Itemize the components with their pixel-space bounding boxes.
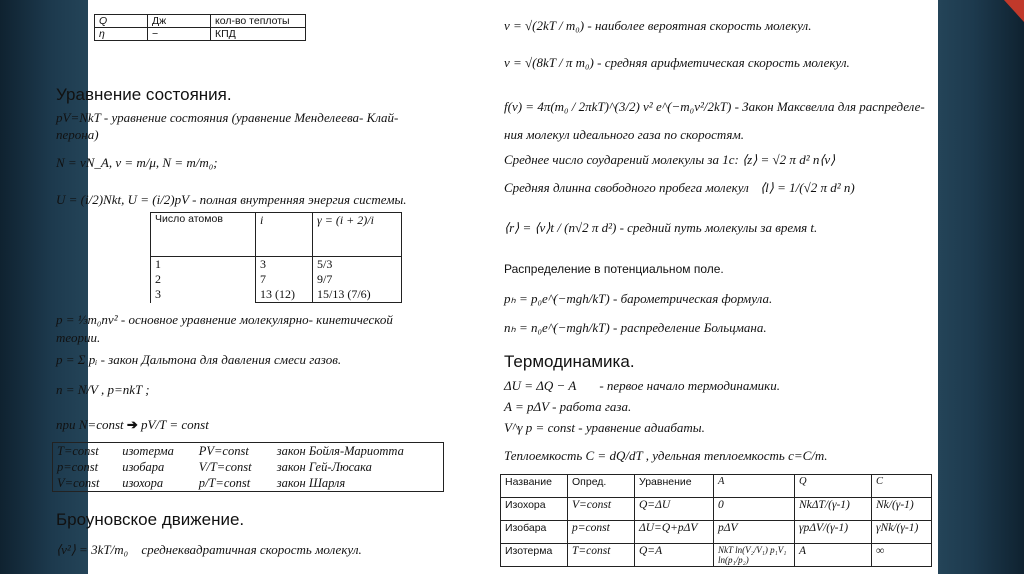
table-cell: кол-во теплоты: [211, 15, 306, 28]
atoms-gamma: 5/3: [317, 257, 333, 271]
table-row: [95, 15, 306, 28]
free-path-formula: ⟨l⟩ = 1/(√2 π d² n): [760, 180, 855, 195]
table-cell: PV=const: [198, 443, 249, 458]
n-equation: N = νN_A, ν = m/μ, N = m/m₀;: [56, 155, 218, 170]
table-cell: p=const: [568, 521, 635, 544]
table-header-cell: C: [872, 475, 932, 498]
arrow-right-icon: ➔: [126, 417, 138, 432]
free-path-label: Средняя длинна свободного пробега молекул: [504, 180, 749, 195]
table-cell: [151, 257, 256, 303]
table-cell: закон Бойля-Мариотта: [276, 443, 404, 458]
table-row: [501, 475, 932, 498]
table-row: [53, 443, 444, 460]
atoms-count: 2: [155, 272, 161, 286]
dalton-law: [56, 352, 341, 368]
rms-formula: ⟨v²⟩ = 3kT/m₀: [56, 542, 129, 557]
table-row: [151, 213, 402, 257]
table-cell: [256, 257, 313, 303]
u-description: - полная внутренняя энергия системы.: [192, 192, 407, 207]
mean-speed-formula: v = √(8kT / π m₀): [504, 55, 594, 70]
gas-laws-table: [52, 442, 444, 492]
table-cell: закон Шарля: [276, 475, 346, 490]
table-row: [501, 498, 932, 521]
atoms-count: 3: [155, 287, 161, 301]
table-header-cell: Опред.: [568, 475, 635, 498]
boltzmann-distribution: [504, 320, 767, 336]
mean-speed: [504, 55, 850, 71]
maxwell-description-2: ния молекул идеального газа по скоростям.: [504, 127, 744, 142]
mkt-formula: p = ⅓m₀nv²: [56, 312, 118, 327]
heat-capacity: Теплоемкость C = dQ/dT , удельная теплоемкость c=C/m.: [504, 448, 828, 463]
table-header-cell: γ = (i + 2)/i: [313, 213, 402, 257]
mkt-description-2: теории.: [56, 330, 101, 345]
table-cell: Дж: [148, 15, 211, 28]
first-law: [504, 378, 780, 394]
table-cell: γpΔV/(γ-1): [795, 521, 872, 544]
table-cell: Q=A: [635, 544, 714, 567]
n-pnkt-equation: n = N/V , p=nkT ;: [56, 382, 150, 397]
table-cell: pΔV: [714, 521, 795, 544]
atoms-i: 3: [260, 257, 266, 271]
atoms-count: 1: [155, 257, 161, 271]
table-cell: [313, 257, 402, 303]
table-cell: A: [795, 544, 872, 567]
table-header-cell: i: [256, 213, 313, 257]
table-cell: NkΔT/(γ-1): [795, 498, 872, 521]
free-path: [504, 180, 855, 196]
table-header-cell: Уравнение: [635, 475, 714, 498]
table-row: [53, 459, 444, 475]
const-prefix: при N=const: [56, 417, 124, 432]
table-cell: закон Гей-Люсака: [276, 459, 372, 474]
table-cell: Q: [95, 15, 148, 28]
barometric-eq: pₕ = p₀e^(−mgh/kT): [504, 291, 610, 306]
table-cell: η: [95, 28, 148, 41]
thermo-processes-table: [500, 474, 932, 567]
table-cell: V=const: [568, 498, 635, 521]
adiabat: [504, 420, 705, 436]
const-equation: [56, 417, 209, 433]
table-cell: 0: [714, 498, 795, 521]
const-formula: pV/T = const: [141, 417, 209, 432]
boltzmann-description: - распределение Больцмана.: [612, 320, 767, 335]
boltzmann-eq: nₕ = n₀e^(−mgh/kT): [504, 320, 610, 335]
table-cell: p/T=const: [198, 475, 251, 490]
pv-equation-line1: pV=NkT - уравнение состояния (уравнение Менделеева- Клай-: [56, 110, 399, 125]
table-cell: p=const: [57, 459, 99, 474]
table-cell: изотерма: [122, 443, 174, 458]
first-law-description: - первое начало термодинамики.: [599, 378, 780, 393]
atoms-gamma: 15/13 (7/6): [317, 287, 371, 301]
table-header-cell: A: [714, 475, 795, 498]
collision-frequency: Среднее число соударений молекулы за 1с: ⟨z⟩ = √2 π d² n⟨v⟩: [504, 152, 836, 167]
atoms-i: 7: [260, 272, 266, 286]
table-header-cell: Q: [795, 475, 872, 498]
maxwell-law: [504, 99, 925, 115]
heading-brownian: Броуновское движение.: [56, 510, 245, 529]
pv-equation-line2: перона): [56, 127, 99, 142]
rms-description: среднеквадратичная скорость молекул.: [141, 542, 362, 557]
gas-work: [504, 399, 631, 415]
table-cell: V/T=const: [198, 459, 252, 474]
first-law-eq: ΔU = ΔQ − A: [504, 378, 577, 393]
table-cell: Nk/(γ-1): [872, 498, 932, 521]
maxwell-formula: f(v) = 4π(m₀ / 2πkT)^(3/2) v² e^(−m₀v²/2kT): [504, 99, 732, 114]
table-row: [95, 28, 306, 41]
table-cell: γNk/(γ-1): [872, 521, 932, 544]
potential-field-heading: Распределение в потенциальном поле.: [504, 262, 724, 276]
mkt-description: - основное уравнение молекулярно- кинетической: [120, 312, 393, 327]
atoms-table: [150, 212, 402, 303]
table-cell: Изотерма: [501, 544, 568, 567]
table-cell: изобара: [122, 459, 165, 474]
slide-frame-right: [938, 0, 1024, 574]
heading-state-equation: Уравнение состояния.: [56, 85, 232, 104]
table-row: [501, 521, 932, 544]
table-row: [501, 544, 932, 567]
table-cell: Изохора: [501, 498, 568, 521]
mean-path-formula: ⟨r⟩ = ⟨v⟩t / (n√2 π d²): [504, 220, 617, 235]
maxwell-description: - Закон Максвелла для распределе-: [734, 99, 925, 114]
adiabat-eq: V^γ p = const: [504, 420, 576, 435]
heading-thermodynamics: Термодинамика.: [504, 352, 635, 371]
barometric-formula: [504, 291, 772, 307]
most-probable-description: - наиболее вероятная скорость молекул.: [587, 18, 812, 33]
table-cell: изохора: [122, 475, 164, 490]
gas-work-description: - работа газа.: [552, 399, 632, 414]
mean-speed-description: - средняя арифметическая скорость молекул.: [597, 55, 850, 70]
u-formula: U = (i/2)Nkt, U = (i/2)pV: [56, 192, 189, 207]
dalton-formula: p = Σ pᵢ: [56, 352, 98, 367]
table-cell: V=const: [57, 475, 100, 490]
most-probable-speed: [504, 18, 811, 34]
table-cell: T=const: [57, 443, 99, 458]
units-table: [94, 14, 306, 41]
table-header-cell: Название: [501, 475, 568, 498]
most-probable-formula: v = √(2kT / m₀): [504, 18, 585, 33]
table-cell: КПД: [211, 28, 306, 41]
mean-path: [504, 220, 817, 236]
table-cell: −: [148, 28, 211, 41]
slide-page: [56, 0, 938, 574]
table-cell: Q=ΔU: [635, 498, 714, 521]
table-row: [53, 475, 444, 492]
table-cell: ΔU=Q+pΔV: [635, 521, 714, 544]
table-header-cell: Число атомов: [151, 213, 256, 257]
rms-speed: [56, 542, 362, 558]
atoms-gamma: 9/7: [317, 272, 333, 286]
table-cell: T=const: [568, 544, 635, 567]
u-equation: [56, 192, 407, 208]
atoms-i: 13 (12): [260, 287, 295, 301]
dalton-description: - закон Дальтона для давления смеси газов.: [100, 352, 342, 367]
table-row: [151, 257, 402, 303]
barometric-description: - барометрическая формула.: [612, 291, 773, 306]
table-cell: NkT ln(V₂/V₁) p₁V₁ ln(p₁/p₂): [714, 544, 795, 567]
mkt-equation: [56, 312, 393, 328]
adiabat-description: - уравнение адиабаты.: [578, 420, 705, 435]
table-cell: Изобара: [501, 521, 568, 544]
gas-work-eq: A = pΔV: [504, 399, 549, 414]
corner-accent: [1004, 0, 1024, 22]
mean-path-description: - средний путь молекулы за время t.: [619, 220, 818, 235]
table-cell: ∞: [872, 544, 932, 567]
